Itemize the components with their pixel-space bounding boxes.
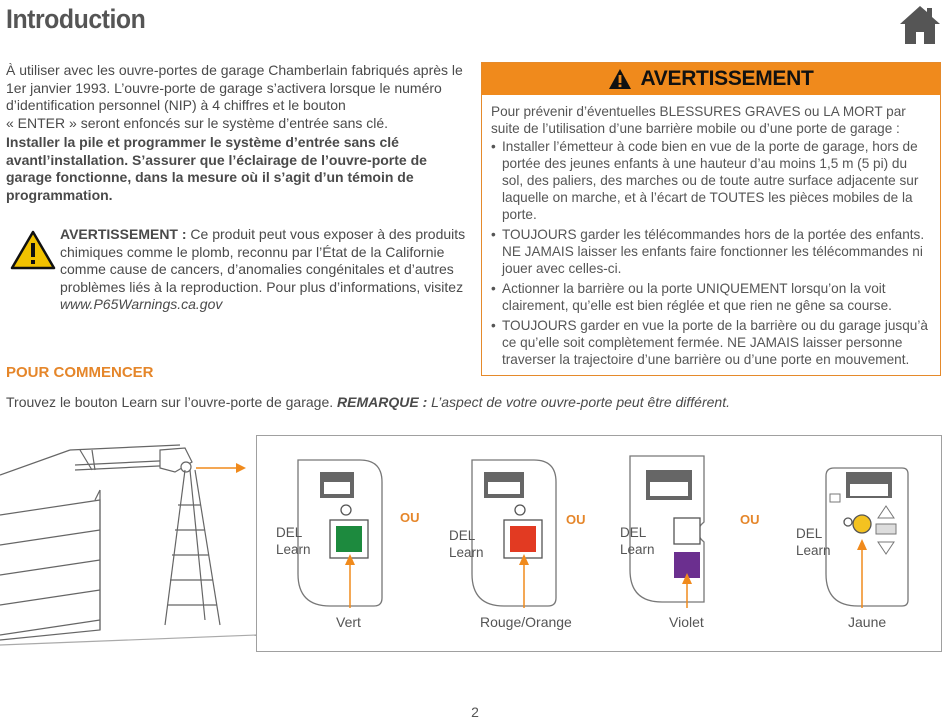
prop65-line: Ce produit peut vous exposer à des produits (186, 226, 466, 242)
warning-bullet (491, 317, 931, 368)
garage-illustration (0, 430, 256, 660)
intro-bold-line: programmation. (6, 186, 113, 203)
page-title: Introduction (6, 4, 146, 34)
learn-label: Learn (449, 545, 484, 560)
bullet-line: portée des jeunes enfants à une hauteur d’au moins 1,5 m (5 pi) du (502, 156, 908, 171)
prop65-lead: AVERTISSEMENT : (60, 226, 187, 242)
warning-intro: suite de l’utilisation d’une barrière mobile ou d’une porte de garage : (491, 121, 900, 136)
warning-bullet (491, 138, 931, 223)
intro-bold-line: Installer la pile et programmer le système d’entrée sans clé (6, 134, 399, 150)
intro-line: À utiliser avec les ouvre-portes de garage Chamberlain fabriqués après le (6, 62, 463, 78)
intro-line: d’identification personnel (NIP) à 4 chiffres et le bouton (6, 97, 346, 113)
note-text: L’aspect de votre ouvre-porte peut être différent. (427, 394, 730, 410)
del-label: DEL (620, 525, 647, 540)
prop65-line: comme cause de cancers, d’anomalies congénitales et d’autres (60, 261, 454, 277)
warning-bullet (491, 226, 931, 277)
warning-triangle-icon (10, 230, 56, 270)
learn-label: Learn (276, 542, 311, 557)
note-label: REMARQUE : (337, 394, 428, 410)
intro-bold-line: avantl’installation. S’assurer que l’éclairage de l’ouvre-porte de (6, 151, 427, 168)
del-label: DEL (449, 528, 476, 543)
bullet-line: NE JAMAIS laisser les enfants faire fonctionner les télécommandes ni (502, 244, 923, 259)
del-label: DEL (796, 526, 823, 541)
prop65-link[interactable]: www.P65Warnings.ca.gov (60, 296, 223, 312)
bullet-line: ce qu’elle soit complètement fermée. NE JAMAIS laisser personne (502, 335, 903, 350)
warning-title: AVERTISSEMENT (640, 67, 814, 90)
color-name-yellow: Jaune (848, 614, 887, 630)
illustration-area (0, 430, 950, 660)
or-label: OU (566, 512, 586, 527)
section-title: POUR COMMENCER (6, 364, 154, 381)
home-icon[interactable] (898, 4, 942, 46)
warning-header (482, 63, 940, 95)
bullet-line: sol, des paliers, des marches ou de toute autre surface adjacente sur (502, 173, 919, 188)
bullet-line: laquelle on marche, et à l’écart de TOUTES les pièces mobiles de la (502, 190, 913, 205)
warning-box (481, 62, 941, 376)
color-name-red: Rouge/Orange (480, 614, 572, 630)
or-label: OU (740, 512, 760, 527)
del-label: DEL (276, 525, 303, 540)
warning-icon (608, 68, 632, 90)
bullet-line: • TOUJOURS garder en vue la porte de la barrière ou du garage jusqu’à (502, 318, 928, 333)
intro-text (6, 62, 466, 204)
instruction-main: Trouvez le bouton Learn sur l’ouvre-porte de garage. (6, 394, 338, 410)
color-name-purple: Violet (669, 614, 704, 630)
page-number: 2 (471, 704, 479, 720)
bullet-line: jouer avec celles-ci. (502, 261, 622, 276)
instruction-text (6, 394, 730, 410)
warning-intro: Pour prévenir d’éventuelles BLESSURES GRAVES ou LA MORT par (491, 104, 906, 119)
bullet-line: • Installer l’émetteur à code bien en vue de la porte de garage, hors de (502, 139, 918, 154)
or-label: OU (400, 510, 420, 525)
intro-bold-line: garage fonctionne, dans la mesure où il s’agit d’un témoin de (6, 169, 414, 185)
intro-line: 1er janvier 1993. L’ouvre-porte de garage s’activera lorsque le numéro (6, 79, 442, 96)
bullet-line: • TOUJOURS garder les télécommandes hors de la portée des enfants. (502, 227, 925, 242)
warning-bullet (491, 280, 931, 314)
prop65-line: chimiques comme le plomb, reconnu par l’État de la Californie (60, 243, 445, 260)
bullet-line: traverser la trajectoire d’une barrière ou d’une porte en mouvement. (502, 352, 910, 367)
bullet-line: porte. (502, 207, 537, 222)
bullet-line: clairement, qu’elle est bien réglée et que rien ne gêne sa course. (502, 298, 892, 313)
learn-label: Learn (796, 543, 831, 558)
prop65-line: problèmes liés à la reproduction. Pour plus d’informations, visitez (60, 278, 464, 295)
bullet-line: • Actionner la barrière ou la porte UNIQUEMENT lorsqu’on la voit (502, 281, 886, 296)
color-name-green: Vert (336, 614, 361, 630)
intro-line: « ENTER » seront enfoncés sur le système d’entrée sans clé. (6, 114, 389, 131)
learn-label: Learn (620, 542, 655, 557)
